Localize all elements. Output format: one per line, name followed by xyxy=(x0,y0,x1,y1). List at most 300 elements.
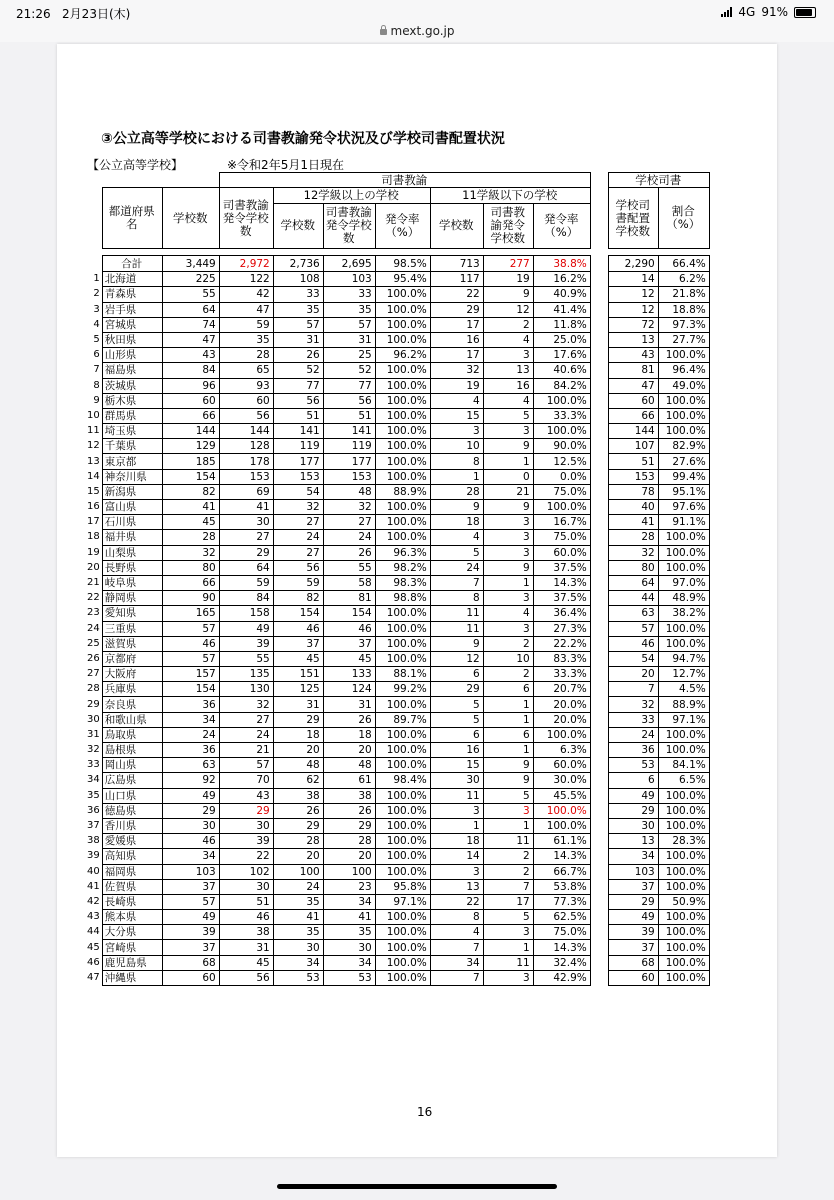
cell-value: 103 xyxy=(162,864,219,879)
prefecture-name: 岡山県 xyxy=(102,758,162,773)
url-bar[interactable] xyxy=(0,24,834,42)
cell-value: 41 xyxy=(273,910,323,925)
table-total-row xyxy=(85,256,709,272)
cell-value: 20.7% xyxy=(533,682,590,697)
cell-value: 61.1% xyxy=(533,834,590,849)
row-number: 6 xyxy=(93,349,100,361)
cell-value: 8 xyxy=(430,910,483,925)
column-gap xyxy=(590,393,608,408)
cell-value: 100.0% xyxy=(375,818,430,833)
cell-value: 56 xyxy=(323,393,375,408)
cell-value: 12.7% xyxy=(658,667,709,682)
table-row xyxy=(85,894,709,909)
column-gap xyxy=(590,636,608,651)
cell-value: 100.0% xyxy=(375,743,430,758)
table-row xyxy=(85,651,709,666)
column-gap xyxy=(590,818,608,833)
table-row xyxy=(85,408,709,423)
column-gap xyxy=(590,272,608,287)
cell-value: 0 xyxy=(483,469,533,484)
row-number: 39 xyxy=(87,850,100,862)
cell-value: 41 xyxy=(608,515,658,530)
cell-value: 55 xyxy=(162,287,219,302)
row-number: 24 xyxy=(87,622,100,634)
column-gap xyxy=(590,910,608,925)
cell-value: 100.0% xyxy=(375,317,430,332)
cell-value: 23 xyxy=(323,879,375,894)
header-12-rate: 発令率（%） xyxy=(375,203,430,249)
cell-value: 11 xyxy=(430,788,483,803)
cell-value: 100.0% xyxy=(658,940,709,955)
cell-value: 60 xyxy=(162,393,219,408)
row-number: 19 xyxy=(87,546,100,558)
cell-value: 60 xyxy=(608,970,658,985)
prefecture-name: 島根県 xyxy=(102,743,162,758)
column-gap xyxy=(590,955,608,970)
prefecture-name: 群馬県 xyxy=(102,408,162,423)
cell-value: 5 xyxy=(430,712,483,727)
prefecture-name: 奈良県 xyxy=(102,697,162,712)
cell-value: 37 xyxy=(608,940,658,955)
cell-value: 66 xyxy=(162,408,219,423)
cell-value: 49 xyxy=(162,910,219,925)
cell-value: 24 xyxy=(273,530,323,545)
cell-value: 37 xyxy=(608,879,658,894)
column-gap xyxy=(590,515,608,530)
cell-value: 14.3% xyxy=(533,940,590,955)
cell-value: 60.0% xyxy=(533,545,590,560)
column-gap xyxy=(590,545,608,560)
row-number: 28 xyxy=(87,683,100,695)
cell-value: 90 xyxy=(162,591,219,606)
cell-value: 1 xyxy=(483,940,533,955)
cell-value: 9 xyxy=(483,439,533,454)
cell-value: 24 xyxy=(273,879,323,894)
cell-value: 100.0% xyxy=(375,454,430,469)
cell-value: 141 xyxy=(273,424,323,439)
prefecture-name: 福島県 xyxy=(102,363,162,378)
cell-value: 7 xyxy=(430,940,483,955)
cell-value: 27.6% xyxy=(658,454,709,469)
cell-value: 119 xyxy=(323,439,375,454)
cell-value: 80 xyxy=(608,560,658,575)
cell-value: 62 xyxy=(273,773,323,788)
cell-value: 16 xyxy=(483,378,533,393)
cell-value: 100.0% xyxy=(658,424,709,439)
cell-value: 84.2% xyxy=(533,378,590,393)
cell-value: 9 xyxy=(430,636,483,651)
prefecture-name: 茨城県 xyxy=(102,378,162,393)
header-11-appointed: 司書教諭発令学校数 xyxy=(483,203,533,249)
cell-value: 81 xyxy=(608,363,658,378)
cell-value: 178 xyxy=(219,454,273,469)
cell-value: 17.6% xyxy=(533,348,590,363)
cell-value: 24 xyxy=(430,560,483,575)
cell-value: 2,290 xyxy=(608,256,658,272)
cell-value: 107 xyxy=(608,439,658,454)
cell-value: 108 xyxy=(273,272,323,287)
cell-value: 98.3% xyxy=(375,575,430,590)
cell-value: 100.0% xyxy=(533,727,590,742)
cell-value: 37 xyxy=(162,879,219,894)
cell-value: 9 xyxy=(483,560,533,575)
header-shisho-kyoyu: 司書教諭 xyxy=(219,173,590,188)
table-row xyxy=(85,773,709,788)
cell-value: 37 xyxy=(323,636,375,651)
cell-value: 38.8% xyxy=(533,256,590,272)
row-number: 47 xyxy=(87,971,100,983)
row-number: 22 xyxy=(87,592,100,604)
cell-value: 34 xyxy=(162,849,219,864)
cell-value: 9 xyxy=(430,500,483,515)
cell-value: 100.0% xyxy=(375,925,430,940)
cell-value: 6 xyxy=(483,727,533,742)
cell-value: 14 xyxy=(430,849,483,864)
cell-value: 59 xyxy=(219,317,273,332)
cell-value: 36.4% xyxy=(533,606,590,621)
cell-value: 59 xyxy=(273,575,323,590)
cell-value: 16 xyxy=(430,332,483,347)
cell-value: 53 xyxy=(608,758,658,773)
cell-value: 96.4% xyxy=(658,363,709,378)
cell-value: 30 xyxy=(162,818,219,833)
cell-value: 135 xyxy=(219,667,273,682)
column-gap xyxy=(590,560,608,575)
cell-value: 18 xyxy=(273,727,323,742)
cell-value: 20.0% xyxy=(533,712,590,727)
cell-value: 41 xyxy=(323,910,375,925)
row-number xyxy=(85,256,102,272)
cell-value: 2 xyxy=(483,864,533,879)
cell-value: 12 xyxy=(430,651,483,666)
prefecture-name: 香川県 xyxy=(102,818,162,833)
cell-value: 38 xyxy=(273,788,323,803)
cell-value: 100.0% xyxy=(658,393,709,408)
table-row xyxy=(85,621,709,636)
cell-value: 57 xyxy=(162,651,219,666)
column-gap xyxy=(590,697,608,712)
page-title: ③公立高等学校における司書教諭発令状況及び学校司書配置状況 xyxy=(101,131,505,147)
prefecture-name: 鳥取県 xyxy=(102,727,162,742)
cell-value: 39 xyxy=(219,636,273,651)
column-gap xyxy=(590,773,608,788)
cell-value: 32 xyxy=(608,697,658,712)
status-right xyxy=(721,5,816,19)
cell-value: 2 xyxy=(483,317,533,332)
cell-value: 51 xyxy=(273,408,323,423)
cell-value: 99.2% xyxy=(375,682,430,697)
cell-value: 30 xyxy=(219,818,273,833)
status-bar xyxy=(0,0,834,24)
cell-value: 16 xyxy=(430,743,483,758)
cell-value: 56 xyxy=(219,970,273,985)
cell-value: 14 xyxy=(608,272,658,287)
cell-value: 57 xyxy=(273,317,323,332)
cell-value: 99.4% xyxy=(658,469,709,484)
cell-value: 88.9% xyxy=(375,484,430,499)
cell-value: 100.0% xyxy=(375,910,430,925)
cell-value: 18 xyxy=(430,515,483,530)
cell-value: 20 xyxy=(273,743,323,758)
cell-value: 100.0% xyxy=(375,424,430,439)
cell-value: 98.4% xyxy=(375,773,430,788)
cell-value: 100.0% xyxy=(658,925,709,940)
cell-value: 43 xyxy=(162,348,219,363)
cell-value: 24 xyxy=(608,727,658,742)
cell-value: 100.0% xyxy=(658,560,709,575)
cell-value: 32.4% xyxy=(533,955,590,970)
cell-value: 15 xyxy=(430,408,483,423)
cell-value: 153 xyxy=(608,469,658,484)
header-pref: 都道府県名 xyxy=(102,188,162,249)
cell-value: 100.0% xyxy=(658,530,709,545)
cell-value: 17 xyxy=(430,317,483,332)
row-number: 18 xyxy=(87,531,100,543)
cell-value: 34 xyxy=(430,955,483,970)
table-row xyxy=(85,682,709,697)
signal-icon xyxy=(721,7,732,17)
cell-value: 3,449 xyxy=(162,256,219,272)
row-number: 38 xyxy=(87,835,100,847)
cell-value: 46 xyxy=(162,834,219,849)
cell-value: 158 xyxy=(219,606,273,621)
cell-value: 51 xyxy=(608,454,658,469)
column-gap xyxy=(590,439,608,454)
cell-value: 100.0% xyxy=(375,606,430,621)
cell-value: 28 xyxy=(430,484,483,499)
cell-value: 21 xyxy=(483,484,533,499)
cell-value: 97.3% xyxy=(658,317,709,332)
row-number: 23 xyxy=(87,607,100,619)
cell-value: 153 xyxy=(219,469,273,484)
prefecture-name: 石川県 xyxy=(102,515,162,530)
cell-value: 34 xyxy=(323,894,375,909)
cell-value: 2,736 xyxy=(273,256,323,272)
cell-value: 11 xyxy=(430,606,483,621)
cell-value: 77 xyxy=(323,378,375,393)
cell-value: 35 xyxy=(273,302,323,317)
row-number: 2 xyxy=(93,288,100,300)
cell-value: 45 xyxy=(323,651,375,666)
cell-value: 5 xyxy=(430,697,483,712)
prefecture-name: 岐阜県 xyxy=(102,575,162,590)
table-row xyxy=(85,910,709,925)
cell-value: 100.0% xyxy=(658,636,709,651)
cell-value: 8 xyxy=(430,454,483,469)
cell-value: 28 xyxy=(273,834,323,849)
cell-value: 12.5% xyxy=(533,454,590,469)
cell-value: 42 xyxy=(219,287,273,302)
cell-value: 7 xyxy=(483,879,533,894)
cell-value: 33 xyxy=(608,712,658,727)
table-row xyxy=(85,515,709,530)
cell-value: 82 xyxy=(273,591,323,606)
cell-value: 26 xyxy=(273,348,323,363)
cell-value: 2 xyxy=(483,849,533,864)
cell-value: 36 xyxy=(162,697,219,712)
cell-value: 54 xyxy=(273,484,323,499)
prefecture-name: 合計 xyxy=(102,256,162,272)
cell-value: 26 xyxy=(323,803,375,818)
row-number: 40 xyxy=(87,865,100,877)
column-gap xyxy=(590,940,608,955)
column-gap xyxy=(590,682,608,697)
cell-value: 3 xyxy=(430,864,483,879)
prefecture-name: 静岡県 xyxy=(102,591,162,606)
cell-value: 144 xyxy=(608,424,658,439)
network-label: 4G xyxy=(738,5,756,19)
cell-value: 38 xyxy=(323,788,375,803)
row-number: 25 xyxy=(87,637,100,649)
row-number: 32 xyxy=(87,744,100,756)
cell-value: 100.0% xyxy=(375,287,430,302)
cell-value: 713 xyxy=(430,256,483,272)
column-gap xyxy=(590,970,608,985)
cell-value: 33 xyxy=(273,287,323,302)
cell-value: 45.5% xyxy=(533,788,590,803)
cell-value: 100.0% xyxy=(375,955,430,970)
cell-value: 33.3% xyxy=(533,408,590,423)
table-row xyxy=(85,454,709,469)
cell-value: 17 xyxy=(483,894,533,909)
cell-value: 2,972 xyxy=(219,256,273,272)
cell-value: 69 xyxy=(219,484,273,499)
cell-value: 122 xyxy=(219,272,273,287)
row-number: 9 xyxy=(93,394,100,406)
cell-value: 92 xyxy=(162,773,219,788)
cell-value: 1 xyxy=(483,697,533,712)
cell-value: 128 xyxy=(219,439,273,454)
cell-value: 8 xyxy=(430,591,483,606)
column-gap xyxy=(590,788,608,803)
cell-value: 28 xyxy=(219,348,273,363)
cell-value: 16.7% xyxy=(533,515,590,530)
cell-value: 72 xyxy=(608,317,658,332)
cell-value: 57 xyxy=(162,621,219,636)
cell-value: 36 xyxy=(162,743,219,758)
row-number: 7 xyxy=(93,364,100,376)
cell-value: 84 xyxy=(162,363,219,378)
cell-value: 2 xyxy=(483,667,533,682)
data-table xyxy=(85,172,710,986)
table-row xyxy=(85,424,709,439)
cell-value: 35 xyxy=(323,302,375,317)
cell-value: 100.0% xyxy=(658,910,709,925)
cell-value: 47 xyxy=(608,378,658,393)
cell-value: 78 xyxy=(608,484,658,499)
cell-value: 32 xyxy=(273,500,323,515)
as-of-note: ※令和2年5月1日現在 xyxy=(227,158,344,172)
cell-value: 66 xyxy=(162,575,219,590)
cell-value: 14.3% xyxy=(533,575,590,590)
cell-value: 91.1% xyxy=(658,515,709,530)
table-row xyxy=(85,712,709,727)
cell-value: 2,695 xyxy=(323,256,375,272)
cell-value: 27 xyxy=(219,530,273,545)
header-11-rate: 発令率（%） xyxy=(533,203,590,249)
cell-value: 29 xyxy=(608,803,658,818)
cell-value: 100.0% xyxy=(658,545,709,560)
header-gakko-shisho: 学校司書 xyxy=(608,173,709,188)
table-row xyxy=(85,849,709,864)
table-row xyxy=(85,378,709,393)
cell-value: 39 xyxy=(608,925,658,940)
cell-value: 100.0% xyxy=(533,803,590,818)
cell-value: 11 xyxy=(430,621,483,636)
cell-value: 0.0% xyxy=(533,469,590,484)
cell-value: 31 xyxy=(323,332,375,347)
column-gap xyxy=(590,894,608,909)
prefecture-name: 福岡県 xyxy=(102,864,162,879)
cell-value: 24 xyxy=(323,530,375,545)
cell-value: 3 xyxy=(483,530,533,545)
cell-value: 100.0% xyxy=(658,970,709,985)
cell-value: 4 xyxy=(483,332,533,347)
prefecture-name: 滋賀県 xyxy=(102,636,162,651)
column-gap xyxy=(590,667,608,682)
cell-value: 20 xyxy=(323,743,375,758)
cell-value: 103 xyxy=(608,864,658,879)
prefecture-name: 長野県 xyxy=(102,560,162,575)
table-row xyxy=(85,317,709,332)
row-number: 5 xyxy=(93,334,100,346)
cell-value: 19 xyxy=(483,272,533,287)
cell-value: 40.9% xyxy=(533,287,590,302)
table-row xyxy=(85,864,709,879)
cell-value: 80 xyxy=(162,560,219,575)
cell-value: 49 xyxy=(162,788,219,803)
cell-value: 100.0% xyxy=(658,879,709,894)
prefecture-name: 高知県 xyxy=(102,849,162,864)
column-gap xyxy=(590,712,608,727)
cell-value: 47 xyxy=(219,302,273,317)
cell-value: 37.5% xyxy=(533,560,590,575)
cell-value: 22.2% xyxy=(533,636,590,651)
column-gap xyxy=(590,530,608,545)
row-number: 36 xyxy=(87,804,100,816)
cell-value: 22 xyxy=(430,287,483,302)
cell-value: 11 xyxy=(483,955,533,970)
cell-value: 2 xyxy=(483,636,533,651)
row-number: 12 xyxy=(87,440,100,452)
column-gap xyxy=(590,454,608,469)
cell-value: 157 xyxy=(162,667,219,682)
cell-value: 42.9% xyxy=(533,970,590,985)
column-gap xyxy=(590,424,608,439)
table-row xyxy=(85,545,709,560)
home-indicator[interactable] xyxy=(277,1184,557,1189)
cell-value: 37 xyxy=(273,636,323,651)
row-number: 4 xyxy=(93,318,100,330)
cell-value: 6.3% xyxy=(533,743,590,758)
cell-value: 81 xyxy=(323,591,375,606)
cell-value: 28.3% xyxy=(658,834,709,849)
cell-value: 1 xyxy=(483,712,533,727)
battery-label: 91% xyxy=(761,5,788,19)
column-gap xyxy=(590,332,608,347)
table-row xyxy=(85,758,709,773)
table-row xyxy=(85,606,709,621)
cell-value: 31 xyxy=(273,332,323,347)
cell-value: 27 xyxy=(273,515,323,530)
cell-value: 100.0% xyxy=(375,727,430,742)
cell-value: 41 xyxy=(219,500,273,515)
cell-value: 20.0% xyxy=(533,697,590,712)
cell-value: 129 xyxy=(162,439,219,454)
cell-value: 29 xyxy=(430,682,483,697)
cell-value: 119 xyxy=(273,439,323,454)
cell-value: 1 xyxy=(483,818,533,833)
